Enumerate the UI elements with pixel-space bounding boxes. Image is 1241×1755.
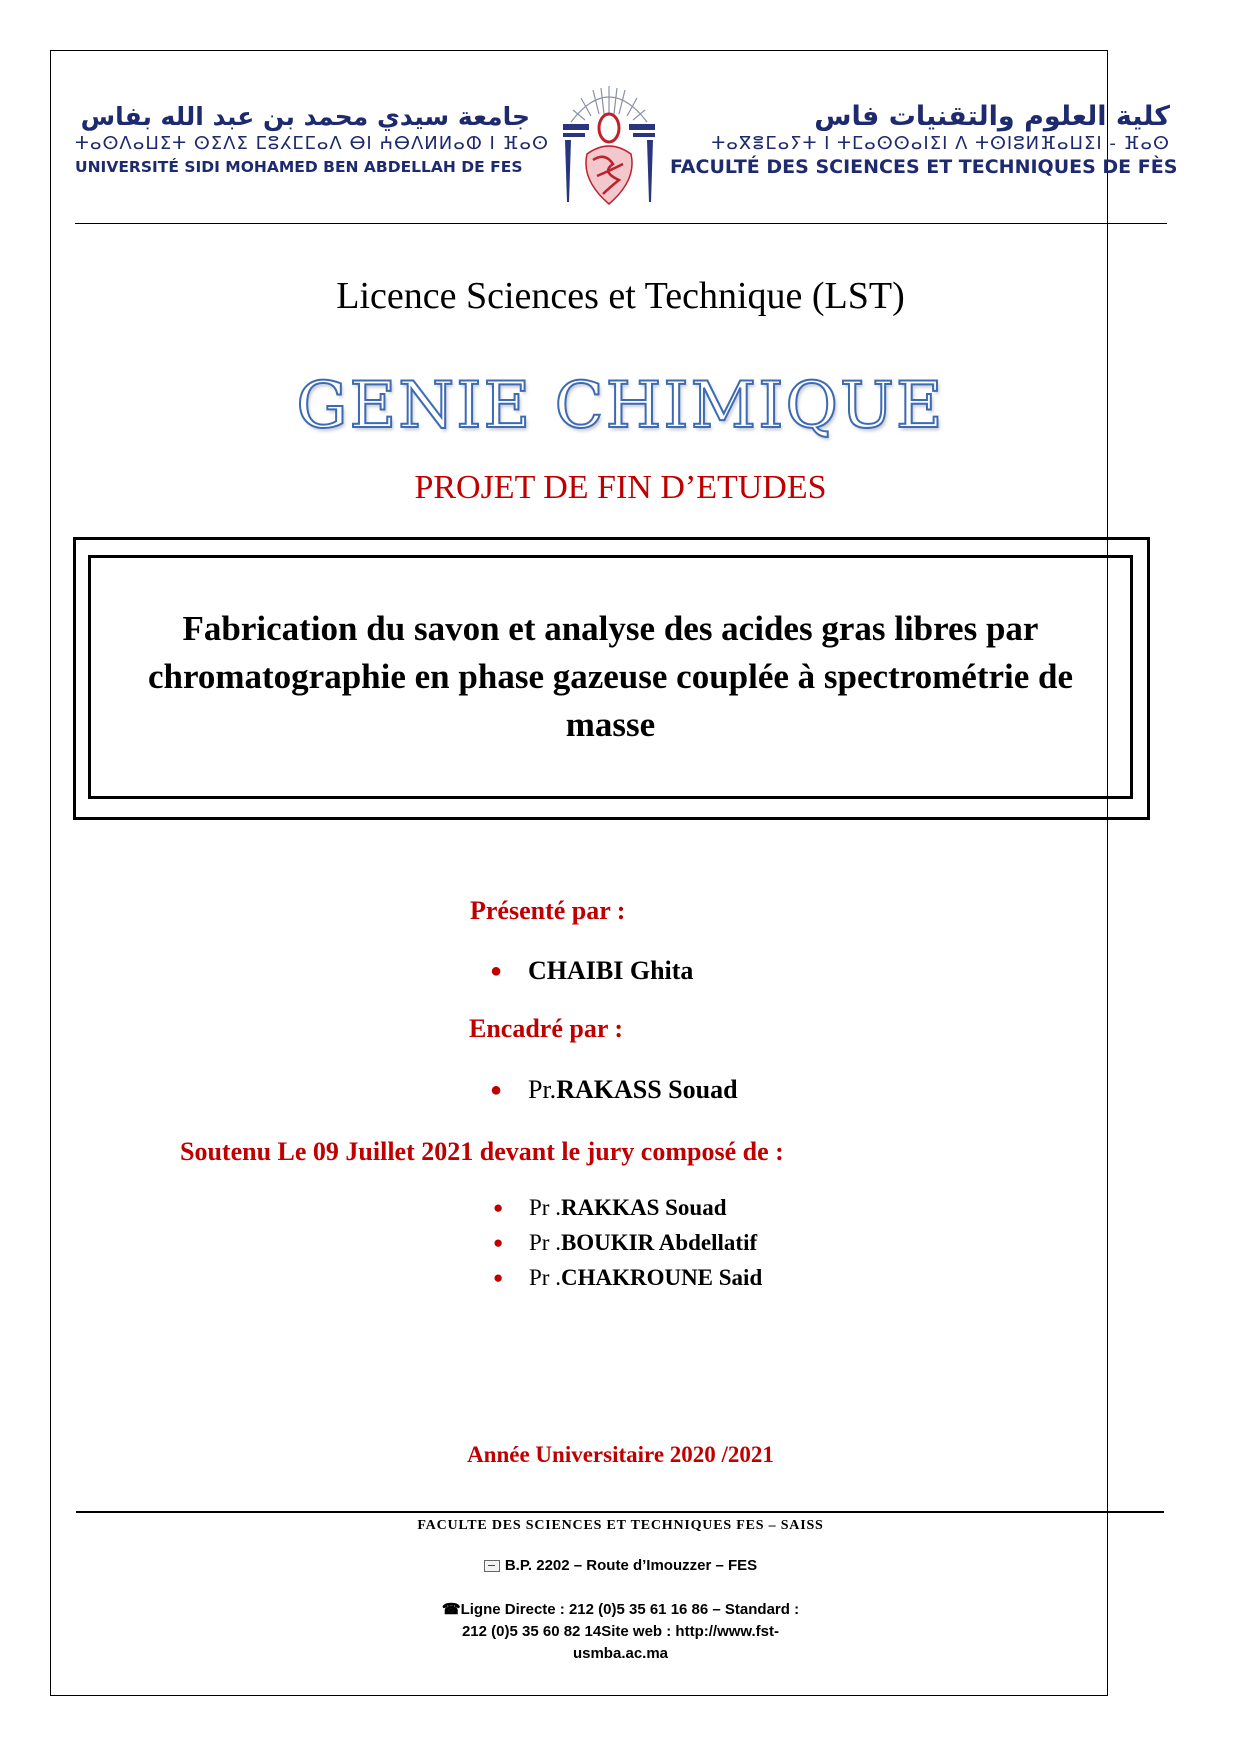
contact-line-1: Ligne Directe : 212 (0)5 35 61 16 86 – Standard : (460, 1601, 800, 1618)
bullet-icon: ● (493, 1198, 504, 1217)
supervised-by-label: Encadré par : (469, 1014, 624, 1043)
university-crest-icon (553, 80, 665, 210)
footer-divider (76, 1511, 1164, 1513)
letterhead (75, 80, 1178, 220)
address-text: B.P. 2202 – Route d’Imouzzer – FES (504, 1557, 758, 1574)
department-title: GENIE CHIMIQUE (296, 369, 945, 443)
contact-line-2: 212 (0)5 35 60 82 14Site web : http://www.fst- (461, 1623, 780, 1640)
faculty-name-arabic: كلية العلوم والتقنيات فاس (814, 101, 1170, 132)
university-name-block (75, 102, 549, 178)
header-divider (75, 223, 1167, 224)
university-name-tifinagh: ⵜⴰⵙⴷⴰⵡⵉⵜ ⵙⵉⴷⵉ ⵎⵓⵃⵎⵎⴰⴷ ⴱⵏ ⵄⴱⴷⵍⵍⴰⵀ ⵏ ⴼⴰⵙ (75, 133, 549, 154)
jury-member (493, 1228, 757, 1258)
bullet-icon: ● (490, 960, 503, 982)
jury-prefix: Pr . (529, 1195, 561, 1220)
bullet-icon: ● (490, 1079, 503, 1101)
student-name: CHAIBI Ghita (528, 956, 694, 985)
jury-name: RAKKAS Souad (560, 1195, 727, 1220)
jury-name: BOUKIR Abdellatif (560, 1230, 758, 1255)
faculty-name-tifinagh: ⵜⴰⴳⴻⵎⴰⵢⵜ ⵏ ⵜⵎⴰⵙⵙⴰⵏⵉⵏ ⴷ ⵜⵙⵏⵓⵍⴼⴰⵡⵉⵏ - ⴼⴰⵙ (711, 133, 1170, 154)
supervisor-prefix: Pr. (528, 1075, 557, 1104)
defense-label: Soutenu Le 09 Juillet 2021 devant le jury composé de : (180, 1137, 784, 1166)
footer-institution: FACULTE DES SCIENCES ET TECHNIQUES FES – SAISS (417, 1518, 824, 1533)
phone-icon: ☎ (441, 1601, 461, 1618)
jury-member (493, 1263, 762, 1293)
academic-year: Année Universitaire 2020 /2021 (467, 1442, 774, 1467)
contact-line-3: usmba.ac.ma (572, 1645, 669, 1662)
jury-member (493, 1193, 726, 1223)
program-name: Licence Sciences et Technique (LST) (336, 275, 905, 317)
university-name-latin: UNIVERSITÉ SIDI MOHAMED BEN ABDELLAH DE FES (75, 158, 523, 176)
university-name-arabic: جامعة سيدي محمد بن عبد الله بفاس (80, 102, 530, 131)
presented-by-label: Présenté par : (470, 896, 626, 925)
student-item (490, 955, 693, 987)
title-frame-inner (88, 555, 1133, 799)
jury-name: CHAKROUNE Said (560, 1265, 763, 1290)
supervisor-item (490, 1074, 738, 1106)
document-type: PROJET DE FIN D’ETUDES (414, 469, 827, 506)
bullet-icon: ● (493, 1268, 504, 1287)
jury-prefix: Pr . (529, 1230, 561, 1255)
jury-prefix: Pr . (529, 1265, 561, 1290)
bullet-icon: ● (493, 1233, 504, 1252)
thesis-title: Fabrication du savon et analyse des acides gras libres par chromatographie en phase gazeuse couplée à spectrométrie de masse (147, 609, 1074, 744)
footer-contact (0, 1599, 1241, 1665)
faculty-name-latin: FACULTÉ DES SCIENCES ET TECHNIQUES DE FÈS (670, 156, 1178, 178)
supervisor-name: RAKASS Souad (556, 1075, 738, 1104)
footer-address (0, 1557, 1241, 1574)
faculty-name-block (670, 101, 1178, 178)
mail-icon (484, 1560, 500, 1572)
